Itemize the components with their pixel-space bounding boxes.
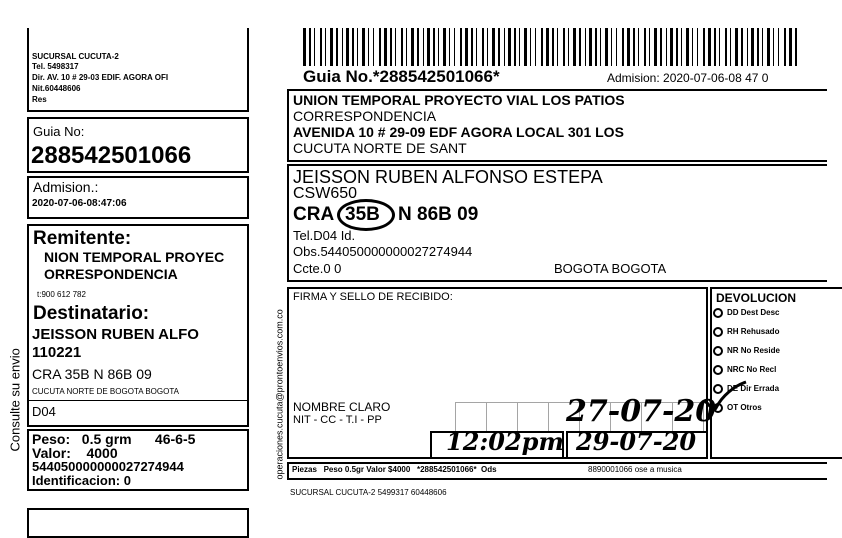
barcode-bar bbox=[751, 28, 754, 66]
destinatario-code: D04 bbox=[32, 404, 56, 419]
barcode-bar bbox=[622, 28, 624, 66]
check-mark-icon bbox=[700, 378, 750, 418]
remitente-line: ORRESPONDENCIA bbox=[44, 266, 178, 282]
barcode-bar bbox=[649, 28, 650, 66]
barcode-bar bbox=[611, 28, 612, 66]
barcode-bar bbox=[670, 28, 673, 66]
recipient-tel: Tel.D04 Id. bbox=[293, 228, 356, 243]
radio-icon[interactable] bbox=[713, 327, 723, 337]
barcode-bar bbox=[730, 28, 731, 66]
barcode-bar bbox=[362, 28, 365, 66]
barcode-bar bbox=[535, 28, 536, 66]
barcode-bar bbox=[719, 28, 720, 66]
footer-piezas: Piezas Peso 0.5gr Valor $4000 *288542501066* Ods bbox=[292, 465, 497, 474]
barcode-bar bbox=[795, 28, 797, 66]
ident-line: Identificacion: 0 bbox=[32, 473, 131, 488]
barcode-bar bbox=[368, 28, 369, 66]
header-admision: Admision: 2020-07-06-08 47 0 bbox=[607, 71, 769, 85]
destinatario-line: 110221 bbox=[32, 344, 82, 361]
left-bottom-box bbox=[27, 508, 249, 538]
destinatario-label: Destinatario: bbox=[33, 303, 150, 324]
barcode-bar bbox=[357, 28, 358, 66]
barcode-bar bbox=[725, 28, 727, 66]
devolucion-option: NR No Reside bbox=[727, 346, 780, 355]
barcode-bar bbox=[433, 28, 435, 66]
barcode-bar bbox=[633, 28, 635, 66]
footer-sucursal: SUCURSAL CUCUTA-2 5499317 60448606 bbox=[290, 488, 447, 497]
barcode bbox=[303, 28, 803, 66]
barcode-bar bbox=[638, 28, 639, 66]
valor-line: Valor: 4000 bbox=[32, 445, 118, 461]
barcode-bar bbox=[330, 28, 333, 66]
recipient-obs: Obs.544050000000027274944 bbox=[293, 244, 473, 259]
barcode-bar bbox=[346, 28, 349, 66]
left-admision-label: Admision.: bbox=[33, 179, 99, 195]
barcode-bar bbox=[514, 28, 516, 66]
barcode-bar bbox=[552, 28, 554, 66]
barcode-bar bbox=[417, 28, 419, 66]
ident-code: 544050000000027274944 bbox=[32, 459, 184, 474]
barcode-bar bbox=[589, 28, 592, 66]
barcode-bar bbox=[681, 28, 682, 66]
sender-line: UNION TEMPORAL PROYECTO VIAL LOS PATIOS bbox=[293, 92, 625, 108]
barcode-bar bbox=[563, 28, 565, 66]
footer-piezas-right: 8890001066 ose a musica bbox=[588, 465, 682, 474]
remitente-line: NION TEMPORAL PROYEC bbox=[44, 249, 225, 265]
barcode-bar bbox=[595, 28, 597, 66]
barcode-bar bbox=[498, 28, 500, 66]
left-guia-number: 288542501066 bbox=[31, 142, 192, 169]
barcode-bar bbox=[379, 28, 381, 66]
barcode-bar bbox=[524, 28, 527, 66]
header-guia: Guia No.*288542501066* bbox=[303, 67, 500, 86]
sender-line: CUCUTA NORTE DE SANT bbox=[293, 140, 467, 156]
barcode-bar bbox=[504, 28, 505, 66]
barcode-bar bbox=[427, 28, 430, 66]
barcode-bar bbox=[454, 28, 455, 66]
radio-icon[interactable] bbox=[713, 308, 723, 318]
barcode-bar bbox=[784, 28, 786, 66]
barcode-bar bbox=[767, 28, 770, 66]
barcode-bar bbox=[616, 28, 617, 66]
barcode-bar bbox=[411, 28, 414, 66]
barcode-bar bbox=[390, 28, 392, 66]
barcode-bar bbox=[546, 28, 549, 66]
devolucion-option: DE Dir Errada bbox=[727, 384, 780, 393]
recipient-ccte: Ccte.0 0 bbox=[293, 261, 342, 276]
recipient-city: BOGOTA BOGOTA bbox=[554, 261, 667, 276]
barcode-bar bbox=[325, 28, 326, 66]
barcode-bar bbox=[789, 28, 792, 66]
barcode-bar bbox=[644, 28, 646, 66]
signature-nombre: NOMBRE CLARO bbox=[293, 400, 391, 414]
barcode-bar bbox=[654, 28, 657, 66]
devolucion-option: OT Otros bbox=[727, 403, 762, 412]
recipient-name: JEISSON RUBEN ALFONSO ESTEPA bbox=[293, 167, 603, 187]
left-sucursal-line: Res bbox=[32, 95, 47, 104]
barcode-bar bbox=[778, 28, 779, 66]
sender-line: CORRESPONDENCIA bbox=[293, 108, 437, 124]
radio-icon[interactable] bbox=[713, 346, 723, 356]
destinatario-line: CRA 35B N 86B 09 bbox=[32, 366, 152, 382]
handwritten-date: 27-07-20 bbox=[566, 394, 717, 429]
barcode-bar bbox=[579, 28, 581, 66]
barcode-bar bbox=[600, 28, 601, 66]
barcode-bar bbox=[541, 28, 543, 66]
barcode-bar bbox=[395, 28, 396, 66]
handwritten-date: 29-07-20 bbox=[576, 427, 697, 456]
barcode-bar bbox=[309, 28, 311, 66]
barcode-bar bbox=[676, 28, 678, 66]
barcode-bar bbox=[460, 28, 462, 66]
devolucion-option: NRC No Recl bbox=[727, 365, 777, 374]
barcode-bar bbox=[697, 28, 698, 66]
recipient-code: CSW650 bbox=[293, 185, 358, 202]
barcode-bar bbox=[557, 28, 558, 66]
barcode-bar bbox=[627, 28, 630, 66]
side-text: Consulte su envio bbox=[7, 348, 23, 452]
barcode-bar bbox=[314, 28, 315, 66]
peso-line: Peso: 0.5 grm 46-6-5 bbox=[32, 431, 196, 447]
barcode-bar bbox=[741, 28, 743, 66]
barcode-bar bbox=[476, 28, 477, 66]
recipient-address-circled: 35B bbox=[345, 204, 380, 225]
barcode-bar bbox=[692, 28, 693, 66]
devolucion-option: DD Dest Desc bbox=[727, 308, 780, 317]
barcode-bar bbox=[585, 28, 586, 66]
barcode-bar bbox=[438, 28, 439, 66]
barcode-bar bbox=[568, 28, 569, 66]
barcode-bar bbox=[660, 28, 662, 66]
barcode-bar bbox=[605, 28, 608, 66]
barcode-bar bbox=[482, 28, 484, 66]
left-sucursal-line: Dir. AV. 10 # 29-03 EDIF. AGORA OFI bbox=[32, 73, 169, 82]
barcode-bar bbox=[714, 28, 716, 66]
barcode-bar bbox=[573, 28, 576, 66]
left-guia-label: Guia No: bbox=[33, 124, 85, 139]
barcode-bar bbox=[492, 28, 495, 66]
side-url: operaciones.cucuta@prontoenvios.com.co bbox=[274, 309, 285, 480]
signature-title: FIRMA Y SELLO DE RECIBIDO: bbox=[293, 291, 453, 303]
barcode-bar bbox=[342, 28, 343, 66]
sender-line: AVENIDA 10 # 29-09 EDF AGORA LOCAL 301 LOS bbox=[293, 124, 624, 140]
barcode-bar bbox=[530, 28, 531, 66]
barcode-bar bbox=[471, 28, 473, 66]
barcode-bar bbox=[423, 28, 424, 66]
barcode-bar bbox=[449, 28, 450, 66]
left-sucursal-line: Tel. 5498317 bbox=[32, 62, 79, 71]
barcode-bar bbox=[336, 28, 338, 66]
barcode-bar bbox=[401, 28, 403, 66]
barcode-bar bbox=[519, 28, 520, 66]
destinatario-city: CUCUTA NORTE DE BOGOTA BOGOTA bbox=[32, 387, 179, 396]
barcode-bar bbox=[443, 28, 446, 66]
remitente-phone: t:900 612 782 bbox=[37, 290, 86, 299]
left-sucursal-line: SUCURSAL CUCUTA-2 bbox=[32, 52, 119, 61]
barcode-bar bbox=[666, 28, 667, 66]
remitente-label: Remitente: bbox=[33, 228, 132, 249]
barcode-bar bbox=[735, 28, 738, 66]
destinatario-line: JEISSON RUBEN ALFO bbox=[32, 326, 199, 343]
recipient-address-prefix: CRA bbox=[293, 204, 335, 225]
barcode-bar bbox=[406, 28, 407, 66]
barcode-bar bbox=[757, 28, 759, 66]
barcode-bar bbox=[703, 28, 705, 66]
handwritten-time: 12:02pm bbox=[446, 427, 564, 456]
barcode-bar bbox=[384, 28, 387, 66]
devolucion-title: DEVOLUCION bbox=[716, 291, 797, 305]
left-sucursal-line: Nit.60448606 bbox=[32, 84, 81, 93]
recipient-address-suffix: N 86B 09 bbox=[398, 204, 479, 225]
radio-icon[interactable] bbox=[713, 365, 723, 375]
barcode-bar bbox=[686, 28, 689, 66]
barcode-bar bbox=[773, 28, 774, 66]
signature-nit: NIT - CC - T.I - PP bbox=[293, 414, 382, 426]
barcode-bar bbox=[508, 28, 511, 66]
barcode-bar bbox=[303, 28, 306, 66]
destinatario-divider bbox=[28, 400, 248, 401]
barcode-bar bbox=[352, 28, 354, 66]
barcode-bar bbox=[762, 28, 763, 66]
barcode-bar bbox=[747, 28, 748, 66]
left-admision-date: 2020-07-06-08:47:06 bbox=[32, 198, 127, 209]
barcode-bar bbox=[487, 28, 488, 66]
barcode-bar bbox=[320, 28, 322, 66]
barcode-bar bbox=[373, 28, 374, 66]
barcode-bar bbox=[708, 28, 711, 66]
barcode-bar bbox=[465, 28, 468, 66]
devolucion-option: RH Rehusado bbox=[727, 327, 780, 336]
